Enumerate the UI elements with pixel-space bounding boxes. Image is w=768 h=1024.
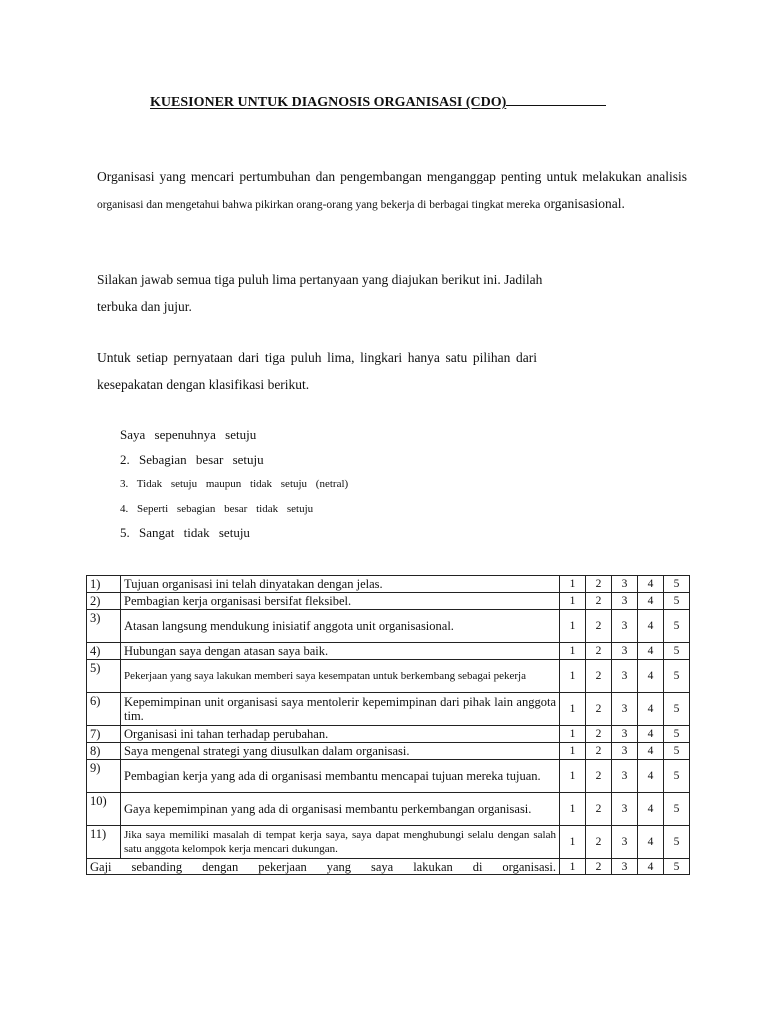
option-3-cell[interactable]: 3 <box>612 726 638 743</box>
question-number: 9) <box>87 760 121 793</box>
scale-item: 2. Sebagian besar setuju <box>120 451 264 467</box>
option-3-cell[interactable]: 3 <box>612 693 638 726</box>
scale-item: 3. Tidak setuju maupun tidak setuju (netral) <box>120 478 349 490</box>
option-2-cell[interactable]: 2 <box>586 793 612 826</box>
option-4-cell[interactable]: 4 <box>638 826 664 859</box>
option-2-cell[interactable]: 2 <box>586 610 612 643</box>
option-5-cell[interactable]: 5 <box>664 693 690 726</box>
question-row <box>87 610 690 643</box>
option-3-cell[interactable]: 3 <box>612 593 638 610</box>
question-row <box>87 693 690 726</box>
option-1-cell[interactable]: 1 <box>560 826 586 859</box>
option-4-cell[interactable]: 4 <box>638 726 664 743</box>
option-5-cell[interactable]: 5 <box>664 859 690 875</box>
question-text: Hubungan saya dengan atasan saya baik. <box>121 643 560 660</box>
option-5-cell[interactable]: 5 <box>664 593 690 610</box>
option-2-cell[interactable]: 2 <box>586 726 612 743</box>
question-row <box>87 576 690 593</box>
question-number: 7) <box>87 726 121 743</box>
instruction-circle-one: Untuk setiap pernyataan dari tiga puluh lima, lingkari hanya satu pilihan dari kesepakatan dengan klasifikasi berikut. <box>97 350 537 392</box>
option-4-cell[interactable]: 4 <box>638 610 664 643</box>
question-text: Pekerjaan yang saya lakukan memberi saya kesempatan untuk berkembang sebagai pekerja <box>121 660 560 693</box>
question-text: Kepemimpinan unit organisasi saya mentolerir kepemimpinan dari pihak lain anggota tim. <box>121 693 560 726</box>
option-1-cell[interactable]: 1 <box>560 660 586 693</box>
option-5-cell[interactable]: 5 <box>664 576 690 593</box>
option-4-cell[interactable]: 4 <box>638 576 664 593</box>
option-3-cell[interactable]: 3 <box>612 610 638 643</box>
question-row <box>87 593 690 610</box>
question-row <box>87 660 690 693</box>
agreement-scale <box>120 423 348 546</box>
option-5-cell[interactable]: 5 <box>664 660 690 693</box>
option-5-cell[interactable]: 5 <box>664 793 690 826</box>
question-text: Gaji sebanding dengan pekerjaan yang saya lakukan di organisasi. <box>87 859 560 875</box>
option-4-cell[interactable]: 4 <box>638 660 664 693</box>
question-row <box>87 793 690 826</box>
option-5-cell[interactable]: 5 <box>664 743 690 760</box>
intro-paragraph <box>97 163 687 219</box>
option-4-cell[interactable]: 4 <box>638 643 664 660</box>
intro-part-1: Organisasi yang mencari pertumbuhan dan pengembangan menganggap penting untuk melakukan analisis <box>97 169 687 184</box>
option-1-cell[interactable]: 1 <box>560 610 586 643</box>
question-row <box>87 726 690 743</box>
question-number: 10) <box>87 793 121 826</box>
title-underline-trail <box>506 93 606 106</box>
instruction-answer-all: Silakan jawab semua tiga puluh lima pertanyaan yang diajukan berikut ini. Jadilah terbuka dan jujur. <box>97 272 543 314</box>
option-1-cell[interactable]: 1 <box>560 643 586 660</box>
option-4-cell[interactable]: 4 <box>638 743 664 760</box>
question-number: 8) <box>87 743 121 760</box>
question-text: Jika saya memiliki masalah di tempat kerja saya, saya dapat menghubungi selalu dengan salah satu anggota kelompok kerja mencari dukungan. <box>121 826 560 859</box>
question-number: 1) <box>87 576 121 593</box>
question-number: 6) <box>87 693 121 726</box>
option-5-cell[interactable]: 5 <box>664 726 690 743</box>
option-2-cell[interactable]: 2 <box>586 643 612 660</box>
option-2-cell[interactable]: 2 <box>586 593 612 610</box>
option-2-cell[interactable]: 2 <box>586 826 612 859</box>
option-2-cell[interactable]: 2 <box>586 576 612 593</box>
option-5-cell[interactable]: 5 <box>664 610 690 643</box>
question-row-last <box>87 859 690 875</box>
option-3-cell[interactable]: 3 <box>612 826 638 859</box>
option-1-cell[interactable]: 1 <box>560 576 586 593</box>
option-3-cell[interactable]: 3 <box>612 743 638 760</box>
option-5-cell[interactable]: 5 <box>664 643 690 660</box>
option-2-cell[interactable]: 2 <box>586 743 612 760</box>
option-3-cell[interactable]: 3 <box>612 576 638 593</box>
scale-item: 4. Seperti sebagian besar tidak setuju <box>120 502 314 515</box>
option-5-cell[interactable]: 5 <box>664 826 690 859</box>
question-number: 11) <box>87 826 121 859</box>
document-title: KUESIONER UNTUK DIAGNOSIS ORGANISASI (CDO) <box>150 93 606 111</box>
question-number: 3) <box>87 610 121 643</box>
question-number: 2) <box>87 593 121 610</box>
option-5-cell[interactable]: 5 <box>664 760 690 793</box>
option-1-cell[interactable]: 1 <box>560 743 586 760</box>
option-4-cell[interactable]: 4 <box>638 859 664 875</box>
option-1-cell[interactable]: 1 <box>560 593 586 610</box>
question-text: Atasan langsung mendukung inisiatif anggota unit organisasional. <box>121 610 560 643</box>
questionnaire-table <box>86 575 690 875</box>
question-text: Tujuan organisasi ini telah dinyatakan dengan jelas. <box>121 576 560 593</box>
question-number: 4) <box>87 643 121 660</box>
option-3-cell[interactable]: 3 <box>612 760 638 793</box>
option-1-cell[interactable]: 1 <box>560 693 586 726</box>
option-3-cell[interactable]: 3 <box>612 660 638 693</box>
option-2-cell[interactable]: 2 <box>586 660 612 693</box>
question-row <box>87 826 690 859</box>
question-text: Gaya kepemimpinan yang ada di organisasi membantu perkembangan organisasi. <box>121 793 560 826</box>
option-4-cell[interactable]: 4 <box>638 693 664 726</box>
option-1-cell[interactable]: 1 <box>560 726 586 743</box>
option-3-cell[interactable]: 3 <box>612 859 638 875</box>
intro-part-2: organisasi dan mengetahui bahwa pikirkan orang-orang yang bekerja di berbagai tingkat mereka <box>97 199 541 211</box>
option-2-cell[interactable]: 2 <box>586 859 612 875</box>
option-3-cell[interactable]: 3 <box>612 643 638 660</box>
question-row <box>87 643 690 660</box>
scale-item: 5. Sangat tidak setuju <box>120 525 250 540</box>
question-number: 5) <box>87 660 121 693</box>
option-4-cell[interactable]: 4 <box>638 760 664 793</box>
question-row <box>87 743 690 760</box>
option-1-cell[interactable]: 1 <box>560 793 586 826</box>
scale-item: Saya sepenuhnya setuju <box>120 427 257 442</box>
question-text: Pembagian kerja organisasi bersifat fleksibel. <box>121 593 560 610</box>
option-2-cell[interactable]: 2 <box>586 760 612 793</box>
option-4-cell[interactable]: 4 <box>638 793 664 826</box>
option-4-cell[interactable]: 4 <box>638 593 664 610</box>
option-1-cell[interactable]: 1 <box>560 760 586 793</box>
option-2-cell[interactable]: 2 <box>586 693 612 726</box>
option-3-cell[interactable]: 3 <box>612 793 638 826</box>
option-1-cell[interactable]: 1 <box>560 859 586 875</box>
question-text: Organisasi ini tahan terhadap perubahan. <box>121 726 560 743</box>
question-row <box>87 760 690 793</box>
question-text: Pembagian kerja yang ada di organisasi membantu mencapai tujuan mereka tujuan. <box>121 760 560 793</box>
question-text: Saya mengenal strategi yang diusulkan dalam organisasi. <box>121 743 560 760</box>
intro-part-3: organisasional. <box>543 196 625 211</box>
